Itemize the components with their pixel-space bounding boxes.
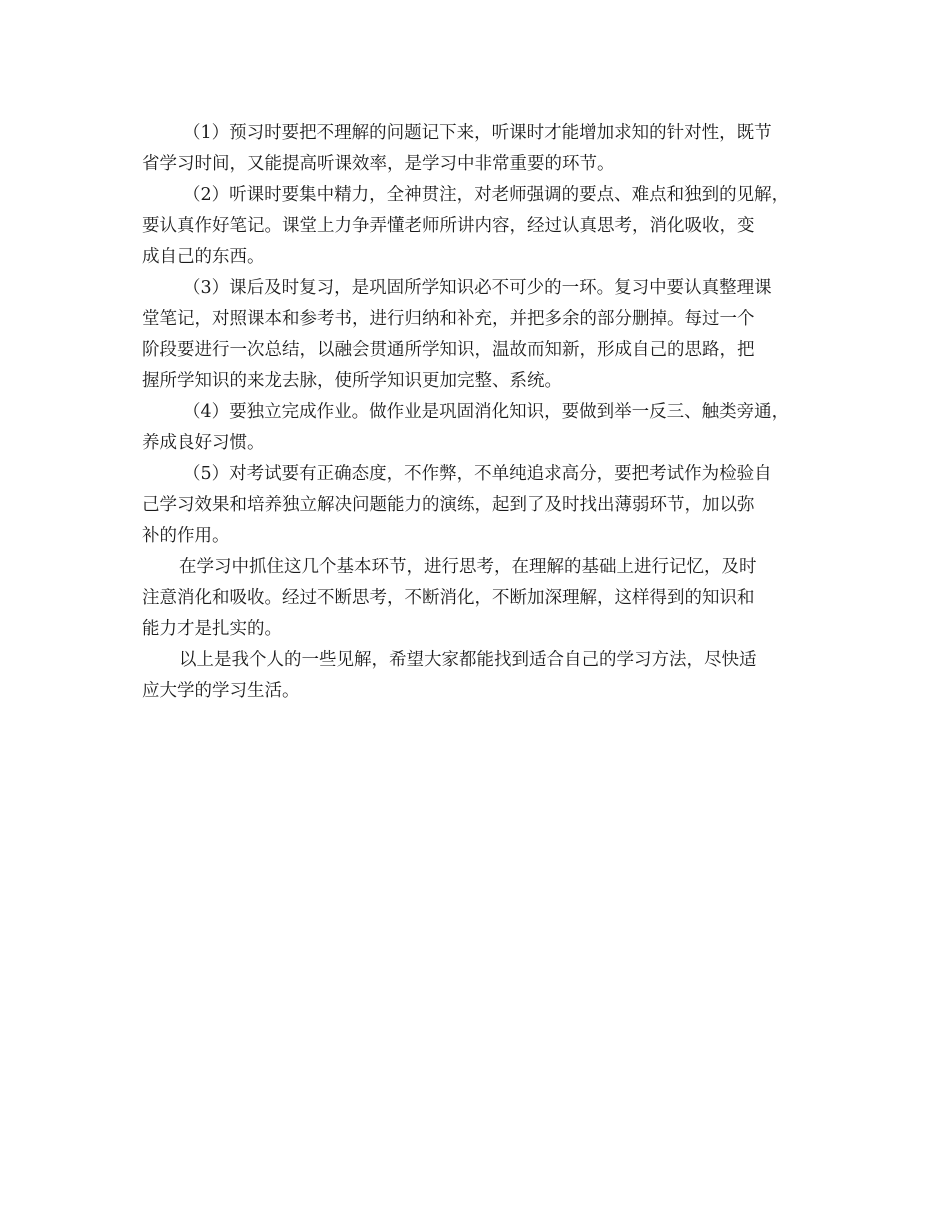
paragraph-line: （1）预习时要把不理解的问题记下来，听课时才能增加求知的针对性，既节	[183, 123, 772, 143]
paragraph-6	[142, 552, 832, 645]
paragraph-4	[142, 397, 832, 459]
paragraph-line: 要认真作好笔记。课堂上力争弄懂老师所讲内容，经过认真思考，消化吸收，变	[142, 216, 755, 236]
paragraph-3	[142, 273, 832, 397]
paragraph-line: （5）对考试要有正确态度，不作弊，不单纯追求高分，要把考试作为检验自	[183, 464, 772, 484]
paragraph-line: 在学习中抓住这几个基本环节，进行思考，在理解的基础上进行记忆，及时	[179, 557, 757, 577]
paragraph-line: 己学习效果和培养独立解决问题能力的演练，起到了及时找出薄弱环节，加以弥	[142, 495, 755, 515]
paragraph-line: （2）听课时要集中精力，全神贯注，对老师强调的要点、难点和独到的见解，	[183, 185, 790, 205]
paragraph-line: 阶段要进行一次总结，以融会贯通所学知识，温故而知新，形成自己的思路，把	[142, 340, 755, 360]
paragraph-line: 能力才是扎实的。	[142, 619, 282, 639]
paragraph-7	[142, 645, 832, 707]
paragraph-line: 成自己的东西。	[142, 247, 265, 267]
paragraph-line: 养成良好习惯。	[142, 433, 265, 453]
paragraph-line: 握所学知识的来龙去脉，使所学知识更加完整、系统。	[142, 371, 562, 391]
paragraph-line: 补的作用。	[142, 526, 230, 546]
paragraph-line: 注意消化和吸收。经过不断思考，不断消化，不断加深理解，这样得到的知识和	[142, 588, 755, 608]
paragraph-line: （4）要独立完成作业。做作业是巩固消化知识，要做到举一反三、触类旁通，	[183, 402, 790, 422]
paragraph-line: 应大学的学习生活。	[142, 681, 300, 701]
paragraph-5	[142, 459, 832, 552]
paragraph-line: （3）课后及时复习，是巩固所学知识必不可少的一环。复习中要认真整理课	[183, 278, 772, 298]
paragraph-line: 以上是我个人的一些见解，希望大家都能找到适合自己的学习方法，尽快适	[179, 650, 757, 670]
paragraph-line: 堂笔记，对照课本和参考书，进行归纳和补充，并把多余的部分删掉。每过一个	[142, 309, 755, 329]
paragraph-1	[142, 118, 832, 180]
paragraph-2	[142, 180, 832, 273]
paragraph-line: 省学习时间，又能提高听课效率，是学习中非常重要的环节。	[142, 154, 615, 174]
document-body	[142, 118, 832, 707]
